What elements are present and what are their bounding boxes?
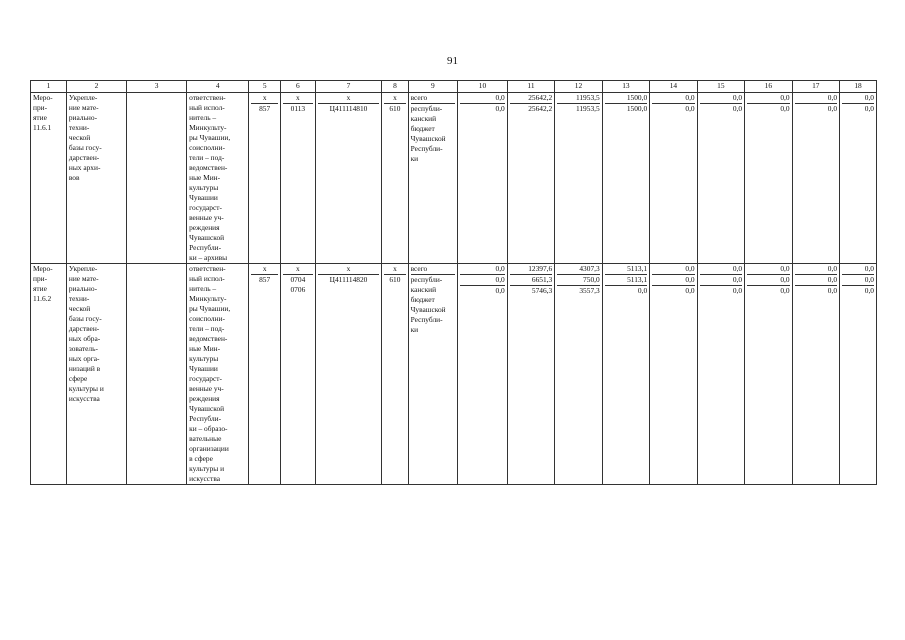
measure-name-line: базы госу- <box>68 143 102 152</box>
amount-value: 12397,6 <box>510 264 552 275</box>
amount-value: 0,0 <box>700 264 742 275</box>
executor-line: Минкульту- <box>189 294 227 303</box>
amount-cell-16 <box>745 93 792 264</box>
amount-value: 0,0 <box>795 264 837 275</box>
executor-line: ный испол- <box>189 103 225 112</box>
measure-number-line: Меро- <box>33 93 53 102</box>
measure-name-line: базы госу- <box>68 314 102 323</box>
amount-value: 0,0 <box>652 93 694 104</box>
amount-value: 0,0 <box>795 275 837 286</box>
column-header-18: 18 <box>840 81 877 93</box>
amount-cell-12 <box>555 264 602 485</box>
executor-line: Республи- <box>189 414 222 423</box>
measure-number-line: Меро- <box>33 264 53 273</box>
amount-cell-16 <box>745 264 792 485</box>
amount-cell-15 <box>697 93 744 264</box>
measure-name-line: Укрепле- <box>68 93 98 102</box>
amount-value: 0,0 <box>495 286 505 295</box>
funding-source-line: республи- <box>410 275 443 284</box>
amount-value: 0,0 <box>685 104 695 113</box>
empty-cell <box>126 264 186 485</box>
funding-source-line: канский <box>410 114 437 123</box>
code-value: x <box>384 264 405 275</box>
amount-value: 0,0 <box>637 286 648 295</box>
code-value: 0704 <box>290 275 306 284</box>
empty-cell <box>126 93 186 264</box>
measure-name-line: вов <box>68 173 80 182</box>
column-header-12: 12 <box>555 81 602 93</box>
column-header-7: 7 <box>315 81 381 93</box>
executor-line: ки – архивы <box>189 253 228 262</box>
measure-number-line: ятие <box>33 113 47 122</box>
measure-name-line: Укрепле- <box>68 264 98 273</box>
column-header-13: 13 <box>602 81 649 93</box>
measure-row <box>31 93 877 264</box>
column-header-10: 10 <box>458 81 508 93</box>
executor-line: государст- <box>189 203 222 212</box>
code-value: 857 <box>259 275 271 284</box>
measure-name-line: ние мате- <box>68 274 99 283</box>
page-number: 91 <box>447 55 458 67</box>
amount-cell-11 <box>507 264 554 485</box>
amount-value: 0,0 <box>827 104 838 113</box>
measure-number-line: 11.6.1 <box>33 123 52 132</box>
amount-value: 0,0 <box>864 286 874 295</box>
column-header-5: 5 <box>249 81 281 93</box>
funding-source-line: всего <box>411 264 456 275</box>
code-value: Ц411114820 <box>329 275 368 284</box>
funding-source-line: Республи- <box>410 315 443 324</box>
measure-name-line: ных орга- <box>68 354 100 363</box>
executor-cell <box>187 93 249 264</box>
amount-cell-18 <box>840 93 877 264</box>
code-cell-5 <box>249 264 281 485</box>
column-header-3: 3 <box>126 81 186 93</box>
amount-value: 25642,2 <box>528 104 553 113</box>
measure-name-line: ческой <box>68 133 91 142</box>
executor-line: ведомствен- <box>189 334 228 343</box>
code-value: 0113 <box>290 104 306 113</box>
amount-value: 0,0 <box>652 275 694 286</box>
amount-value: 0,0 <box>780 104 790 113</box>
measure-name-line: ных архи- <box>68 163 101 172</box>
measure-name-line: ных обра- <box>68 334 101 343</box>
executor-line: ки – образо- <box>189 424 228 433</box>
code-value: x <box>384 93 405 104</box>
amount-value: 0,0 <box>747 93 789 104</box>
executor-line: реждения <box>189 394 220 403</box>
column-header-4: 4 <box>187 81 249 93</box>
funding-source-line: Чувашской <box>410 305 446 314</box>
budget-table <box>30 80 877 485</box>
executor-line: нитель – <box>189 284 217 293</box>
funding-source-line: бюджет <box>410 295 435 304</box>
amount-value: 0,0 <box>700 275 742 286</box>
measure-name-line: техни- <box>68 123 90 132</box>
amount-value: 5746,3 <box>531 286 553 295</box>
measure-number-line: 11.6.2 <box>33 294 52 303</box>
amount-value: 0,0 <box>795 93 837 104</box>
funding-source-line: бюджет <box>410 124 435 133</box>
amount-cell-13 <box>602 93 649 264</box>
executor-line: Чувашии <box>189 364 218 373</box>
measure-name-line: культуры и <box>68 384 104 393</box>
amount-value: 0,0 <box>747 264 789 275</box>
executor-line: нитель – <box>189 113 217 122</box>
measure-name-line: ческой <box>68 304 91 313</box>
measure-name-cell <box>66 93 126 264</box>
measure-name-line: низаций в <box>68 364 101 373</box>
executor-line: вательные <box>189 434 222 443</box>
funding-source-line: ки <box>410 154 419 163</box>
executor-line: Чувашской <box>189 233 225 242</box>
measure-name-line: искусства <box>68 394 100 403</box>
funding-source-cell <box>408 264 458 485</box>
code-value: 0706 <box>290 285 306 294</box>
amount-value: 0,0 <box>842 264 874 275</box>
code-value: x <box>318 264 379 275</box>
funding-source-line: Чувашской <box>410 134 446 143</box>
amount-value: 11953,5 <box>557 93 599 104</box>
executor-line: Минкульту- <box>189 123 227 132</box>
amount-cell-17 <box>792 93 839 264</box>
measure-number-cell <box>31 264 67 485</box>
code-cell-7 <box>315 93 381 264</box>
funding-source-line: всего <box>411 93 456 104</box>
code-cell-8 <box>382 93 408 264</box>
amount-value: 0,0 <box>842 93 874 104</box>
amount-value: 0,0 <box>460 275 505 286</box>
measure-name-line: сфере <box>68 374 88 383</box>
code-cell-6 <box>280 93 315 264</box>
header-row <box>31 81 877 93</box>
executor-line: ный испол- <box>189 274 225 283</box>
executor-line: культуры <box>189 183 219 192</box>
measure-name-line: ние мате- <box>68 103 99 112</box>
amount-value: 0,0 <box>842 275 874 286</box>
amount-cell-15 <box>697 264 744 485</box>
amount-value: 1500,0 <box>626 104 648 113</box>
executor-line: ответствен- <box>189 93 226 102</box>
column-header-15: 15 <box>697 81 744 93</box>
amount-value: 4307,3 <box>557 264 599 275</box>
executor-line: искусства <box>189 474 220 483</box>
executor-line: ные Мин- <box>189 173 221 182</box>
measure-number-line: ятие <box>33 284 47 293</box>
measure-name-line: риально- <box>68 113 98 122</box>
column-header-1: 1 <box>31 81 67 93</box>
amount-cell-11 <box>507 93 554 264</box>
executor-line: реждения <box>189 223 220 232</box>
funding-source-line: Республи- <box>410 144 443 153</box>
code-value: 857 <box>259 104 271 113</box>
amount-cell-10 <box>458 93 508 264</box>
amount-cell-18 <box>840 264 877 485</box>
column-header-11: 11 <box>507 81 554 93</box>
column-header-14: 14 <box>650 81 697 93</box>
measure-name-line: дарствен- <box>68 153 100 162</box>
executor-line: Чувашской <box>189 404 225 413</box>
column-header-16: 16 <box>745 81 792 93</box>
executor-line: соисполни- <box>189 143 225 152</box>
executor-line: государст- <box>189 374 222 383</box>
measure-number-line: при- <box>33 103 48 112</box>
amount-value: 3557,3 <box>579 286 600 295</box>
code-value: x <box>251 264 278 275</box>
amount-cell-13 <box>602 264 649 485</box>
amount-value: 11953,5 <box>575 104 600 113</box>
measure-name-line: дарствен- <box>68 324 100 333</box>
amount-value: 25642,2 <box>510 93 552 104</box>
measure-name-cell <box>66 264 126 485</box>
executor-line: культуры и <box>189 464 225 473</box>
amount-value: 0,0 <box>652 264 694 275</box>
amount-value: 0,0 <box>685 286 695 295</box>
executor-line: ры Чувашии, <box>189 304 231 313</box>
amount-value: 0,0 <box>460 93 505 104</box>
amount-cell-12 <box>555 93 602 264</box>
amount-value: 0,0 <box>732 286 743 295</box>
code-cell-8 <box>382 264 408 485</box>
measure-name-line: риально- <box>68 284 98 293</box>
amount-value: 0,0 <box>827 286 838 295</box>
code-value <box>318 285 379 295</box>
column-header-2: 2 <box>66 81 126 93</box>
amount-cell-14 <box>650 264 697 485</box>
code-value: x <box>283 93 313 104</box>
funding-source-cell <box>408 93 458 264</box>
executor-line: Республи- <box>189 243 222 252</box>
executor-line: венные уч- <box>189 384 224 393</box>
code-value: x <box>283 264 313 275</box>
executor-line: соисполни- <box>189 314 225 323</box>
code-value: x <box>318 93 379 104</box>
amount-value: 0,0 <box>780 286 790 295</box>
code-value <box>251 285 278 295</box>
executor-line: организации <box>189 444 229 453</box>
amount-value: 5113,1 <box>605 275 647 286</box>
measure-row <box>31 264 877 485</box>
amount-value: 750,0 <box>557 275 599 286</box>
amount-value: 0,0 <box>747 275 789 286</box>
amount-value: 0,0 <box>732 104 743 113</box>
executor-line: ные Мин- <box>189 344 221 353</box>
executor-line: тели – под- <box>189 324 225 333</box>
funding-source-line: канский <box>410 285 437 294</box>
measure-name-line: зователь- <box>68 344 98 353</box>
code-value: Ц411114810 <box>329 104 368 113</box>
executor-line: венные уч- <box>189 213 224 222</box>
amount-value: 0,0 <box>864 104 874 113</box>
code-value: 610 <box>389 275 401 284</box>
executor-line: культуры <box>189 354 219 363</box>
amount-value: 5113,1 <box>605 264 647 275</box>
code-value <box>384 285 405 295</box>
amount-value: 6651,3 <box>510 275 552 286</box>
column-header-8: 8 <box>382 81 408 93</box>
executor-line: в сфере <box>189 454 213 463</box>
funding-source-line: ки <box>410 325 419 334</box>
executor-line: ведомствен- <box>189 163 228 172</box>
amount-cell-10 <box>458 264 508 485</box>
amount-value: 0,0 <box>700 93 742 104</box>
column-header-17: 17 <box>792 81 839 93</box>
measure-number-cell <box>31 93 67 264</box>
amount-cell-17 <box>792 264 839 485</box>
executor-line: ры Чувашии, <box>189 133 231 142</box>
code-cell-6 <box>280 264 315 485</box>
column-header-9: 9 <box>408 81 458 93</box>
amount-cell-14 <box>650 93 697 264</box>
executor-cell <box>187 264 249 485</box>
executor-line: Чувашии <box>189 193 218 202</box>
measure-number-line: при- <box>33 274 48 283</box>
funding-source-line: республи- <box>410 104 443 113</box>
amount-value: 0,0 <box>495 104 505 113</box>
code-value: 610 <box>389 104 401 113</box>
amount-value: 1500,0 <box>605 93 647 104</box>
executor-line: ответствен- <box>189 264 226 273</box>
code-cell-7 <box>315 264 381 485</box>
column-header-6: 6 <box>280 81 315 93</box>
measure-name-line: техни- <box>68 294 90 303</box>
code-cell-5 <box>249 93 281 264</box>
amount-value: 0,0 <box>460 264 505 275</box>
executor-line: тели – под- <box>189 153 225 162</box>
code-value: x <box>251 93 278 104</box>
